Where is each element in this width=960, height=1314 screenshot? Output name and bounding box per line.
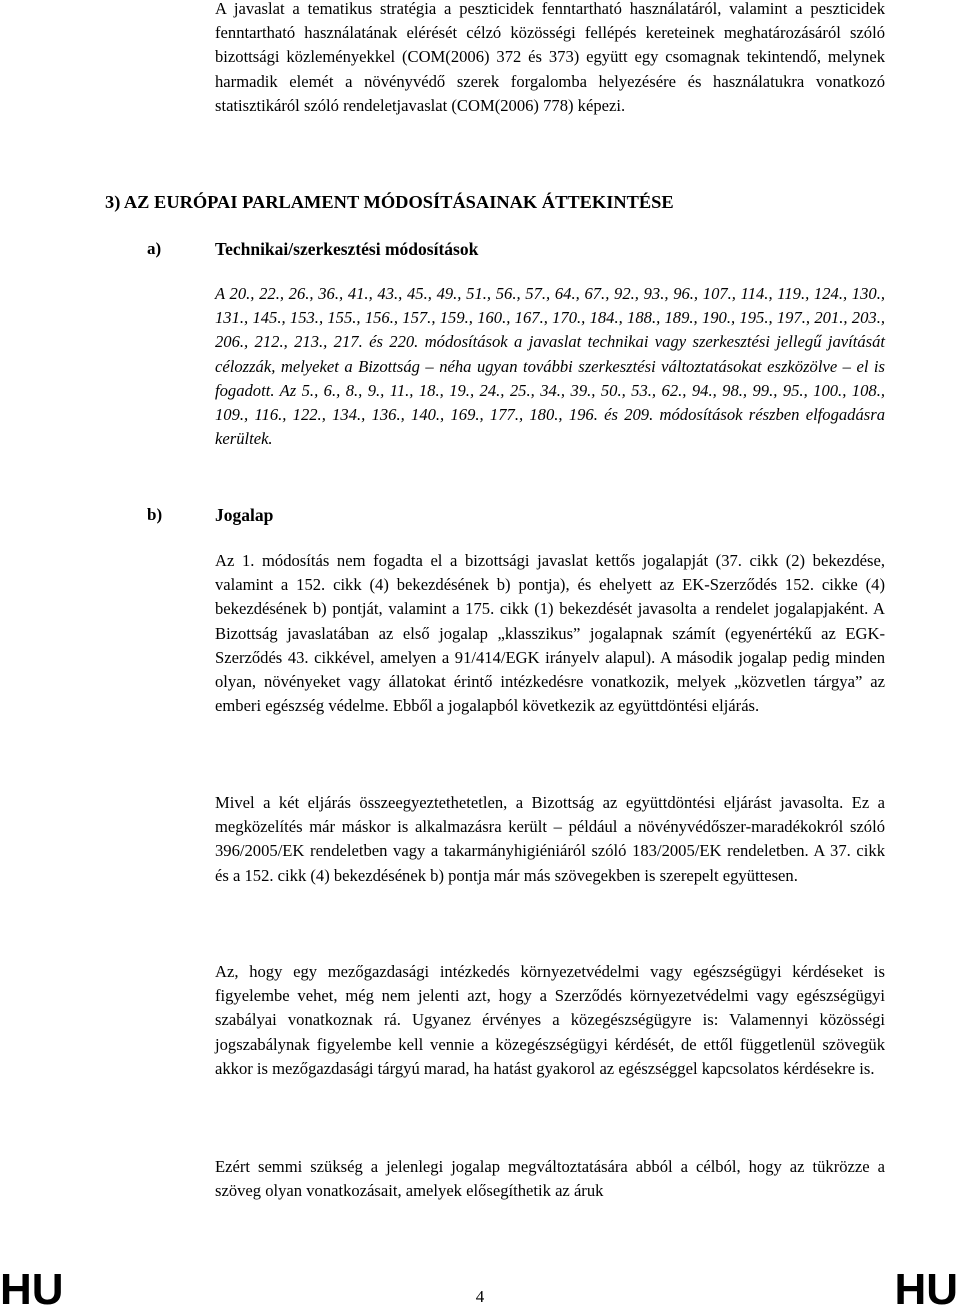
subsection-a-title: Technikai/szerkesztési módosítások	[215, 239, 479, 259]
subsection-a-body: A 20., 22., 26., 36., 41., 43., 45., 49., 51., 56., 57., 64., 67., 92., 93., 96., 107., 114., 119., 124., 130., 131., 145., 153., 155., 156., 157., 159., 160., 167., 170., 184., 188., 189., 190., 195., 197., 201., 203., 206., 212., 213., 217. és 220. módosítások a javaslat technikai vagy szerkesztési jellegű javítását célozzák, melyeket a Bizottság – néha ugyan további szerkesztési változtatásokat eszközölve – el is fogadott. Az 5., 6., 8., 9., 11., 18., 19., 24., 25., 34., 39., 50., 53., 62., 94., 98., 99., 95., 100., 108., 109., 116., 122., 134., 136., 140., 169., 177., 180., 196. és 209. módosítások részben elfogadásra kerültek.	[215, 284, 885, 449]
page-number: 4	[475, 1287, 485, 1306]
subsection-a-marker: a)	[147, 239, 162, 258]
section-heading: 3) AZ EURÓPAI PARLAMENT MÓDOSÍTÁSAINAK ÁTTEKINTÉSE	[105, 192, 674, 212]
subsection-b-title: Jogalap	[215, 505, 274, 525]
intro-paragraph: A javaslat a tematikus stratégia a peszticidek fenntartható használatáról, valamint a peszticidek fenntartható használatának elérését célzó közösségi fellépés kereteinek meghatározásáról szóló bizottsági közleményekkel (COM(2006) 372 és 373) együtt egy csomagnak tekintendő, melynek harmadik elemét a növényvédő szerek forgalomba helyezésére és használatukra vonatkozó statisztikáról szóló rendeletjavaslat (COM(2006) 778) képezi.	[215, 0, 885, 115]
subsection-b-marker: b)	[147, 505, 163, 524]
paragraph: Mivel a két eljárás összeegyeztethetetlen, a Bizottság az együttdöntési eljárást javasolta. Ez a megközelítés már máskor is alkalmazásra került – például a növényvédőszer-maradékokról szóló 396/2005/EK rendeletben vagy a takarmányhigiéniáról szóló 183/2005/EK rendeletben. A 37. cikk és a 152. cikk (4) bekezdésének b) pontja már más szövegekben is szerepelt együttesen.	[215, 793, 885, 885]
paragraph: Az 1. módosítás nem fogadta el a bizottsági javaslat kettős jogalapját (37. cikk (2) bekezdése, valamint a 152. cikk (4) bekezdésének b) pontja), és ehelyett az EK-Szerződés 152. cikke (4) bekezdésének b) pontját, valamint a 175. cikk (1) bekezdését javasolta a rendelet jogalapjaként. A Bizottság javaslatában az első jogalap „klasszikus” jogalapnak számít (egyenértékű az EGK-Szerződés 43. cikkével, amelyen a 91/414/EGK irányelv alapul). A második jogalap pedig minden olyan, növényeket vagy állatokat érintő intézkedésre vonatkozik, melyek „közvetlen tárgya” az emberi egészség védelme. Ebből a jogalapból következik az együttdöntési eljárás.	[215, 551, 885, 716]
language-code-right: HU	[894, 1265, 958, 1314]
paragraph: Ezért semmi szükség a jelenlegi jogalap megváltoztatására abból a célból, hogy az tükrözze a szöveg olyan vonatkozásait, amelyek elősegíthetik az áruk	[215, 1157, 885, 1201]
language-code-left: HU	[0, 1265, 64, 1314]
paragraph: Az, hogy egy mezőgazdasági intézkedés környezetvédelmi vagy egészségügyi kérdéseket is figyelembe vehet, még nem jelenti azt, hogy a Szerződés környezetvédelmi vagy egészségügyi szabályai vonatkoznak rá. Ugyanez érvényes a közegészségügyre is: Valamennyi közösségi jogszabálynak figyelembe kell vennie a közegészségügyi kérdését, de ettől függetlenül szövegük akkor is mezőgazdasági tárgyú marad, ha hatást gyakorol az egészséggel kapcsolatos kérdésekre is.	[215, 962, 885, 1078]
